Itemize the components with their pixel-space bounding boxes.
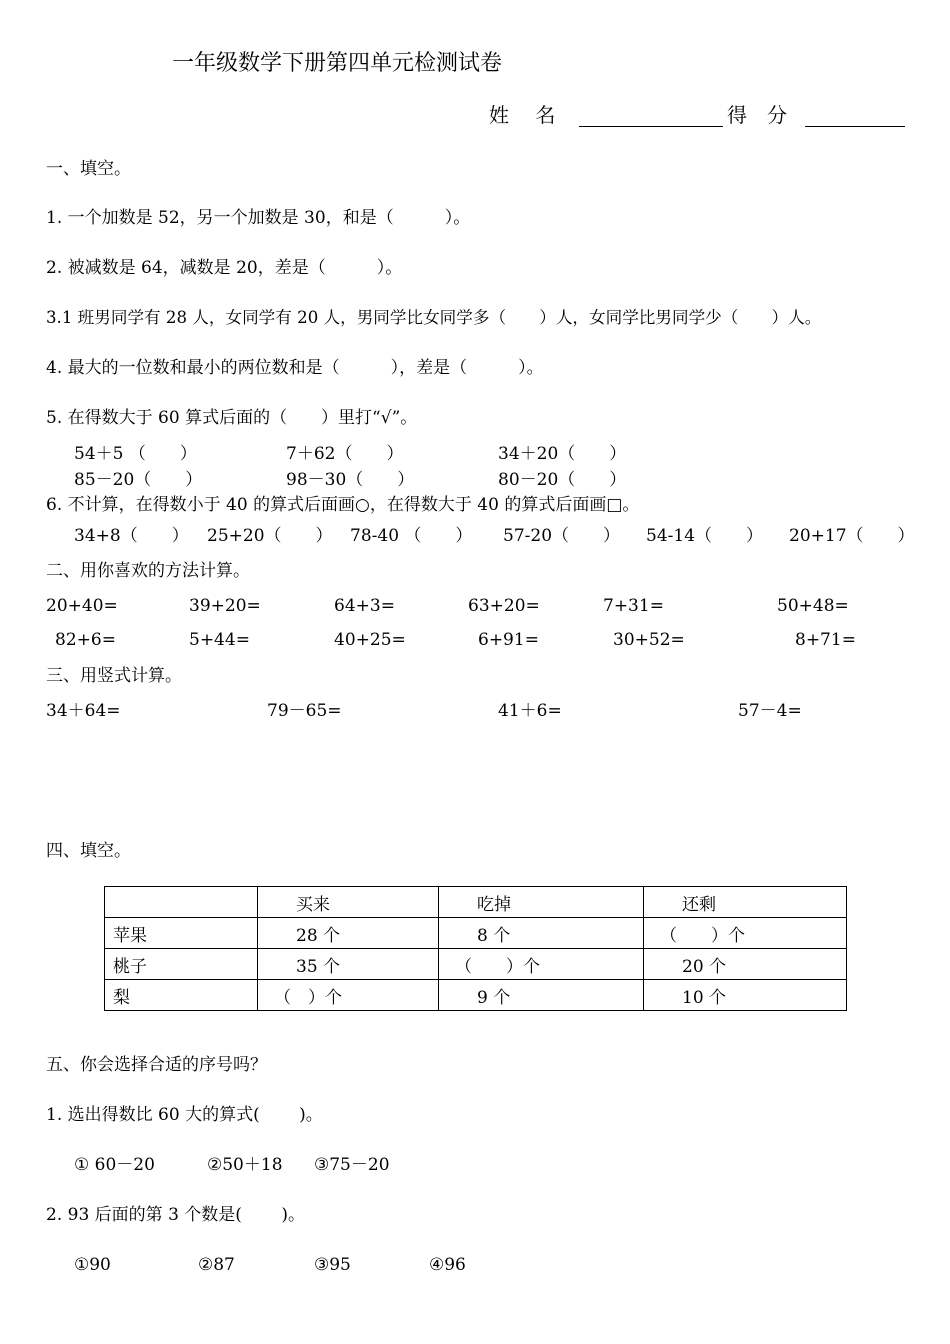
q5-item: 54＋5 （ ） (74, 444, 197, 464)
question-5-1: 1. 选出得数比 60 大的算式( )。 (46, 1105, 323, 1125)
calc-item: 20+40= (46, 596, 118, 616)
vertical-calc-item: 57－4= (738, 701, 802, 721)
calc-item: 7+31= (603, 596, 664, 616)
q6-item: 57-20（ ） (503, 526, 621, 546)
table-header-cell: 还剩 (644, 887, 847, 918)
table-cell[interactable]: （ ）个 (258, 980, 439, 1011)
table-row (105, 918, 847, 949)
table-header-row (105, 887, 847, 918)
section-5-heading: 五、你会选择合适的序号吗？ (46, 1055, 267, 1075)
calc-item: 82+6= (55, 630, 116, 650)
choice-option[interactable]: ① 60－20 (74, 1155, 155, 1175)
vertical-calc-item: 79－65= (267, 701, 342, 721)
calc-item: 30+52= (613, 630, 685, 650)
section-1-heading: 一、填空。 (46, 159, 131, 179)
calc-item: 50+48= (777, 596, 849, 616)
question-1-1: 1. 一个加数是 52，另一个加数是 30，和是（ ）。 (46, 208, 471, 228)
choice-option[interactable]: ④96 (429, 1255, 466, 1275)
table-cell: 35 个 (258, 949, 439, 980)
table-cell: 8 个 (439, 918, 644, 949)
q6-item: 78-40 （ ） (350, 526, 473, 546)
name-label: 姓 名 (489, 103, 556, 127)
choice-option[interactable]: ②87 (198, 1255, 235, 1275)
question-1-2: 2. 被减数是 64，减数是 20，差是（ ）。 (46, 258, 403, 278)
fruit-table (104, 886, 847, 1011)
calc-item: 39+20= (189, 596, 261, 616)
table-cell: 9 个 (439, 980, 644, 1011)
question-5-2: 2. 93 后面的第 3 个数是( )。 (46, 1205, 305, 1225)
table-cell: 苹果 (105, 918, 258, 949)
table-cell: 28 个 (258, 918, 439, 949)
choice-option[interactable]: ③75－20 (314, 1155, 390, 1175)
section-2-heading: 二、用你喜欢的方法计算。 (46, 561, 250, 581)
section-4-heading: 四、填空。 (46, 841, 131, 861)
table-cell: 20 个 (644, 949, 847, 980)
question-1-5: 5. 在得数大于 60 算式后面的（ ）里打“√”。 (46, 408, 418, 428)
q5-item: 98－30（ ） (286, 470, 415, 490)
table-row (105, 980, 847, 1011)
q5-item: 7＋62（ ） (286, 444, 404, 464)
table-header-cell (105, 887, 258, 918)
q6-item: 25+20（ ） (207, 526, 333, 546)
table-cell: 梨 (105, 980, 258, 1011)
calc-item: 6+91= (478, 630, 539, 650)
choice-option[interactable]: ②50＋18 (207, 1155, 283, 1175)
vertical-calc-item: 41＋6= (498, 701, 562, 721)
calc-item: 40+25= (334, 630, 406, 650)
q6-item: 34+8（ ） (74, 526, 189, 546)
q6-item: 20+17（ ） (789, 526, 915, 546)
table-cell[interactable]: （ ）个 (439, 949, 644, 980)
calc-item: 64+3= (334, 596, 395, 616)
question-1-3: 3.1 班男同学有 28 人，女同学有 20 人，男同学比女同学多（ ）人，女同学比男同学少（ ）人。 (46, 308, 822, 327)
calc-item: 5+44= (189, 630, 250, 650)
name-field[interactable] (579, 108, 723, 131)
table-cell: 10 个 (644, 980, 847, 1011)
question-1-4: 4. 最大的一位数和最小的两位数和是（ ），差是（ ）。 (46, 358, 544, 378)
q5-item: 85－20（ ） (74, 470, 203, 490)
page-title: 一年级数学下册第四单元检测试卷 (172, 51, 503, 76)
choice-option[interactable]: ③95 (314, 1255, 351, 1275)
q5-item: 80－20（ ） (498, 470, 627, 490)
choice-option[interactable]: ①90 (74, 1255, 111, 1275)
q5-item: 34＋20（ ） (498, 444, 627, 464)
question-1-6: 6. 不计算，在得数小于 40 的算式后面画○，在得数大于 40 的算式后面画□。 (46, 495, 640, 515)
calc-item: 8+71= (795, 630, 856, 650)
table-header-cell: 买来 (258, 887, 439, 918)
q6-item: 54-14（ ） (646, 526, 764, 546)
table-cell[interactable]: （ ）个 (644, 918, 847, 949)
score-label: 得 分 (727, 103, 787, 127)
section-3-heading: 三、用竖式计算。 (46, 666, 182, 686)
table-cell: 桃子 (105, 949, 258, 980)
table-header-cell: 吃掉 (439, 887, 644, 918)
calc-item: 63+20= (468, 596, 540, 616)
vertical-calc-item: 34＋64= (46, 701, 121, 721)
table-row (105, 949, 847, 980)
score-field[interactable] (805, 108, 905, 131)
